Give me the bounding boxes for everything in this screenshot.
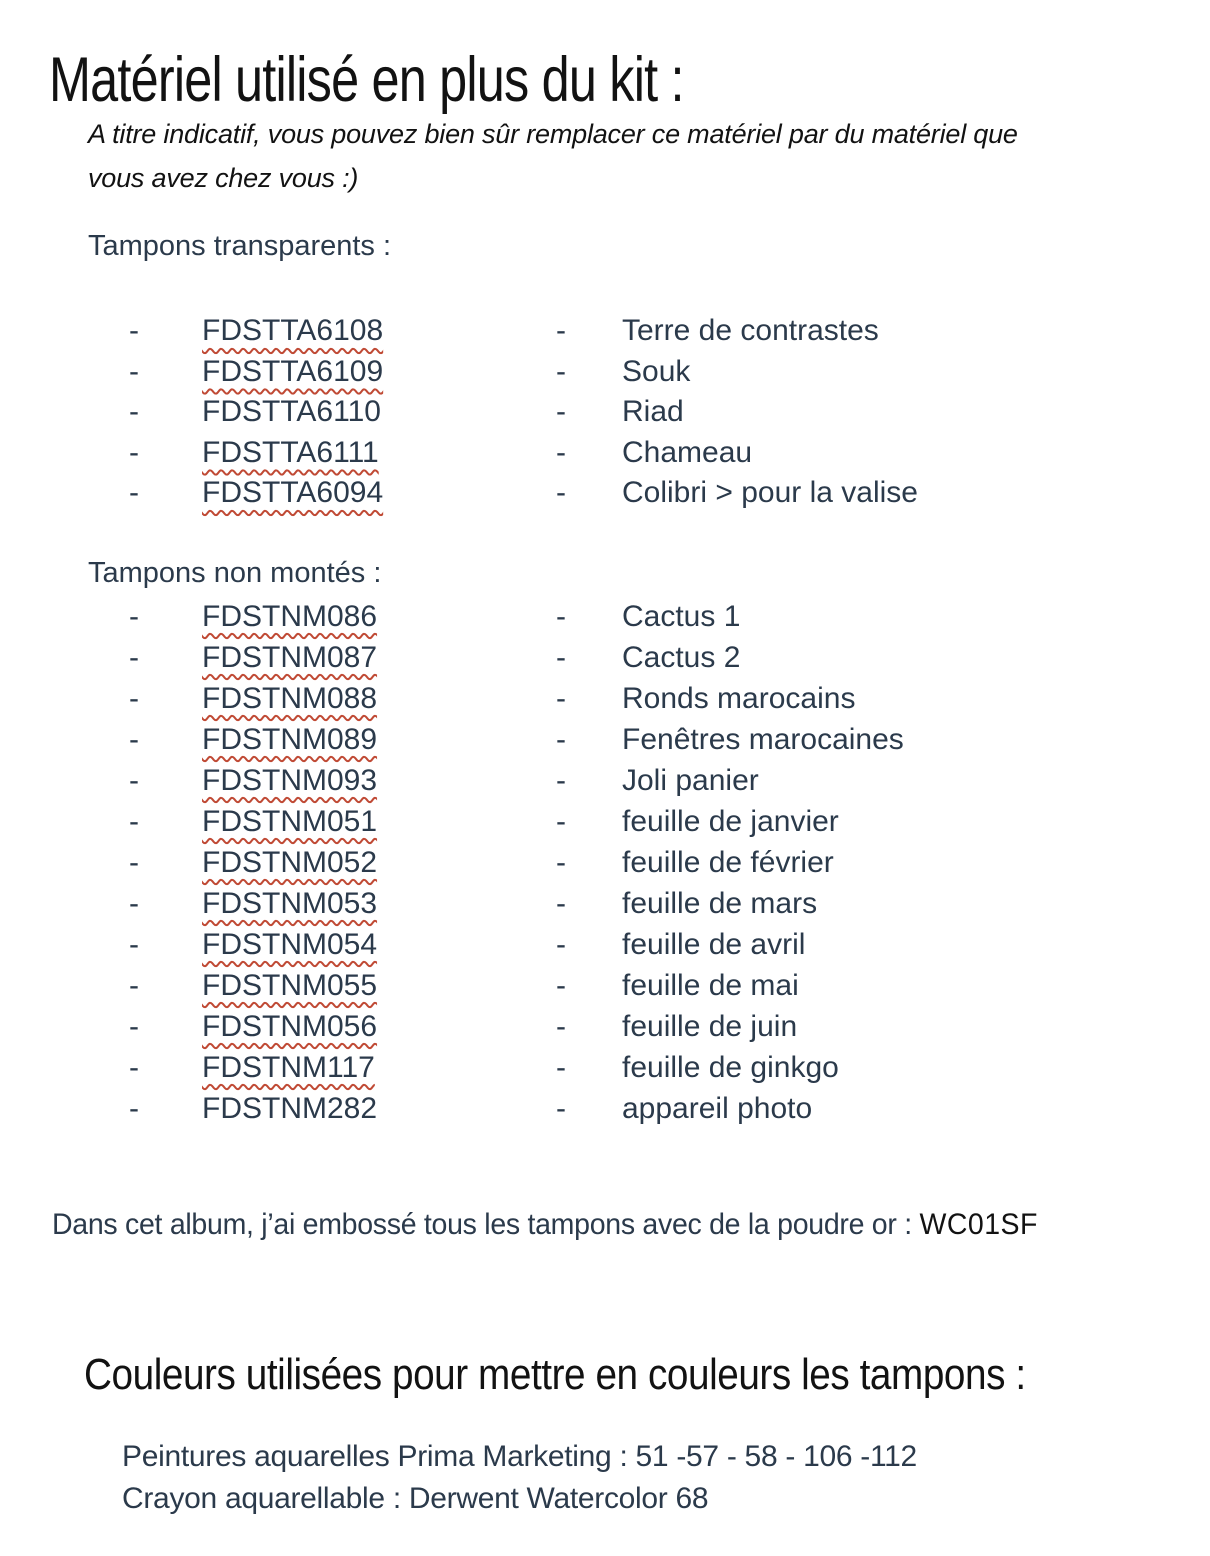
note-powder-code: WC01SF bbox=[919, 1208, 1038, 1241]
stamp-list-transparents bbox=[0, 311, 1210, 514]
colors-line-paints: Peintures aquarelles Prima Marketing : 51 -57 - 58 - 106 -112 bbox=[122, 1440, 917, 1473]
item-code: FDSTTA6108 bbox=[202, 314, 384, 348]
item-code: FDSTNM088 bbox=[202, 681, 378, 715]
bullet-dash: - bbox=[129, 1091, 139, 1125]
item-name: Joli panier bbox=[622, 763, 759, 797]
bullet-dash: - bbox=[556, 927, 566, 961]
list-item bbox=[0, 801, 1210, 842]
bullet-dash: - bbox=[556, 845, 566, 879]
page-title: Matériel utilisé en plus du kit : bbox=[49, 45, 684, 115]
item-name: Ronds marocains bbox=[622, 681, 856, 715]
bullet-dash: - bbox=[129, 640, 139, 674]
list-item bbox=[0, 965, 1210, 1006]
bullet-dash: - bbox=[129, 722, 139, 756]
bullet-dash: - bbox=[556, 1009, 566, 1043]
bullet-dash: - bbox=[129, 845, 139, 879]
list-item bbox=[0, 1006, 1210, 1047]
list-item bbox=[0, 596, 1210, 637]
item-code: FDSTNM089 bbox=[202, 722, 378, 756]
note-text: Dans cet album, j’ai embossé tous les tampons avec de la poudre or : bbox=[52, 1208, 920, 1241]
list-item bbox=[0, 842, 1210, 883]
item-name: Colibri > pour la valise bbox=[622, 476, 918, 510]
bullet-dash: - bbox=[129, 395, 139, 429]
item-code: FDSTNM086 bbox=[202, 599, 378, 633]
item-code: FDSTNM052 bbox=[202, 845, 378, 879]
item-name: Cactus 2 bbox=[622, 640, 741, 674]
bullet-dash: - bbox=[556, 722, 566, 756]
item-name: feuille de juin bbox=[622, 1009, 798, 1043]
bullet-dash: - bbox=[556, 804, 566, 838]
bullet-dash: - bbox=[129, 1050, 139, 1084]
item-code: FDSTNM054 bbox=[202, 927, 378, 961]
list-item bbox=[0, 392, 1210, 433]
item-code: FDSTNM053 bbox=[202, 886, 378, 920]
section-heading-tampons-non-montes: Tampons non montés : bbox=[88, 557, 382, 589]
item-name: Riad bbox=[622, 395, 684, 429]
bullet-dash: - bbox=[556, 1050, 566, 1084]
bullet-dash: - bbox=[129, 763, 139, 797]
list-item bbox=[0, 883, 1210, 924]
bullet-dash: - bbox=[556, 395, 566, 429]
bullet-dash: - bbox=[129, 354, 139, 388]
list-item bbox=[0, 433, 1210, 474]
list-item bbox=[0, 1047, 1210, 1088]
list-item bbox=[0, 637, 1210, 678]
item-code: FDSTNM051 bbox=[202, 804, 378, 838]
item-code: FDSTTA6094 bbox=[202, 476, 384, 510]
bullet-dash: - bbox=[556, 640, 566, 674]
bullet-dash: - bbox=[556, 968, 566, 1002]
list-item bbox=[0, 1088, 1210, 1129]
item-name: feuille de février bbox=[622, 845, 834, 879]
item-code: FDSTNM093 bbox=[202, 763, 378, 797]
bullet-dash: - bbox=[556, 354, 566, 388]
list-item bbox=[0, 924, 1210, 965]
bullet-dash: - bbox=[556, 681, 566, 715]
section-heading-tampons-transparents: Tampons transparents : bbox=[88, 230, 392, 262]
item-code: FDSTNM056 bbox=[202, 1009, 378, 1043]
bullet-dash: - bbox=[129, 435, 139, 469]
bullet-dash: - bbox=[556, 1091, 566, 1125]
item-name: feuille de ginkgo bbox=[622, 1050, 839, 1084]
bullet-dash: - bbox=[556, 763, 566, 797]
colors-line-pencil: Crayon aquarellable : Derwent Watercolor 68 bbox=[122, 1482, 709, 1515]
bullet-dash: - bbox=[129, 1009, 139, 1043]
bullet-dash: - bbox=[129, 886, 139, 920]
item-code: FDSTNM117 bbox=[202, 1050, 375, 1084]
bullet-dash: - bbox=[556, 599, 566, 633]
list-item bbox=[0, 311, 1210, 352]
bullet-dash: - bbox=[129, 599, 139, 633]
bullet-dash: - bbox=[556, 435, 566, 469]
page-subtitle: A titre indicatif, vous pouvez bien sûr remplacer ce matériel par du matériel que vous avez chez vous :) bbox=[88, 119, 1018, 193]
item-code: FDSTNM055 bbox=[202, 968, 378, 1002]
item-name: Cactus 1 bbox=[622, 599, 741, 633]
item-name: feuille de mai bbox=[622, 968, 799, 1002]
list-item bbox=[0, 719, 1210, 760]
item-code: FDSTTA6110 bbox=[202, 395, 381, 429]
item-name: Souk bbox=[622, 354, 691, 388]
item-code: FDSTNM282 bbox=[202, 1091, 378, 1125]
bullet-dash: - bbox=[129, 314, 139, 348]
item-code: FDSTNM087 bbox=[202, 640, 378, 674]
embossing-note bbox=[52, 1208, 1038, 1242]
bullet-dash: - bbox=[129, 968, 139, 1002]
list-item bbox=[0, 678, 1210, 719]
item-code: FDSTTA6111 bbox=[202, 435, 379, 469]
stamp-list-non-montes bbox=[0, 596, 1210, 1129]
item-name: feuille de mars bbox=[622, 886, 818, 920]
bullet-dash: - bbox=[129, 927, 139, 961]
bullet-dash: - bbox=[556, 314, 566, 348]
item-name: appareil photo bbox=[622, 1091, 813, 1125]
item-name: Fenêtres marocaines bbox=[622, 722, 904, 756]
item-code: FDSTTA6109 bbox=[202, 354, 384, 388]
list-item bbox=[0, 473, 1210, 514]
colors-section-heading: Couleurs utilisées pour mettre en couleurs les tampons : bbox=[84, 1350, 1026, 1399]
item-name: Chameau bbox=[622, 435, 753, 469]
bullet-dash: - bbox=[556, 476, 566, 510]
bullet-dash: - bbox=[129, 804, 139, 838]
colors-details bbox=[122, 1436, 917, 1520]
item-name: feuille de janvier bbox=[622, 804, 839, 838]
list-item bbox=[0, 352, 1210, 393]
list-item bbox=[0, 760, 1210, 801]
bullet-dash: - bbox=[129, 476, 139, 510]
item-name: Terre de contrastes bbox=[622, 314, 879, 348]
item-name: feuille de avril bbox=[622, 927, 806, 961]
bullet-dash: - bbox=[129, 681, 139, 715]
bullet-dash: - bbox=[556, 886, 566, 920]
